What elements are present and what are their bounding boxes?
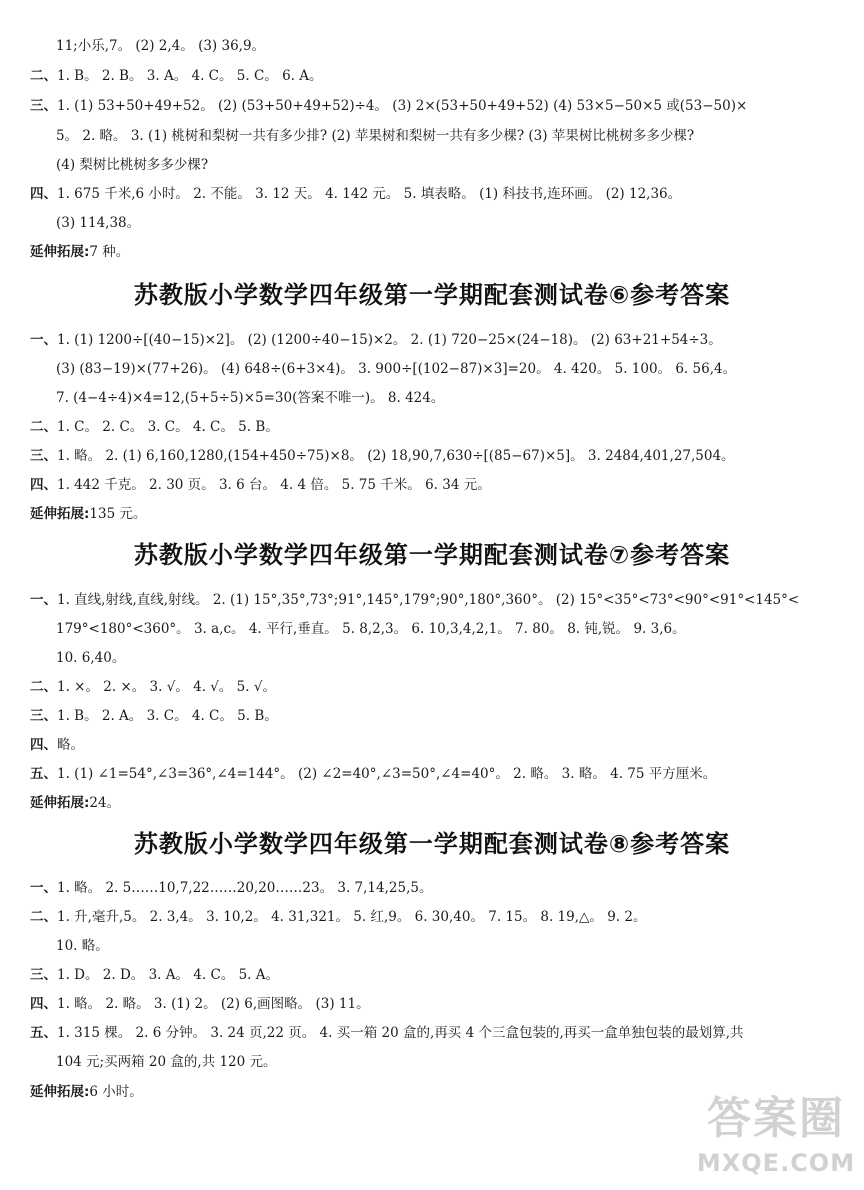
text-line: 11;小乐,7。 (2) 2,4。 (3) 36,9。 <box>56 38 266 54</box>
text-line: 延伸拓展:7 种。 <box>30 244 130 260</box>
text-line: 延伸拓展:24。 <box>30 795 121 811</box>
text-line: 三、1. (1) 53+50+49+52。 (2) (53+50+49+52)÷4。 (3) 2×(53+50+49+52) (4) 53×5−50×5 或(53−50)× <box>30 98 748 114</box>
watermark-logo-text: 答案圈 <box>707 1093 845 1144</box>
text-line: 二、1. ×。 2. ×。 3. √。 4. √。 5. √。 <box>30 679 276 695</box>
text-line: 延伸拓展:6 小时。 <box>30 1084 143 1100</box>
text-line: 三、1. D。 2. D。 3. A。 4. C。 5. A。 <box>30 967 279 983</box>
text-line: 四、1. 略。 2. 略。 3. (1) 2。 (2) 6,画图略。 (3) 11。 <box>30 996 370 1012</box>
text-line: 179°<180°<360°。 3. a,c。 4. 平行,垂直。 5. 8,2,3。 6. 10,3,4,2,1。 7. 80。 8. 钝,锐。 9. 3,6。 <box>56 621 686 637</box>
text-line: (4) 梨树比桃树多多少棵? <box>56 157 209 173</box>
text-line: 二、1. B。 2. B。 3. A。 4. C。 5. C。 6. A。 <box>30 68 323 84</box>
text-line: 一、1. (1) 1200÷[(40−15)×2]。 (2) (1200÷40−15)×2。 2. (1) 720−25×(24−18)。 (2) 63+21+54÷3。 <box>30 332 722 348</box>
text-line: (3) 114,38。 <box>56 215 141 231</box>
text-line: 五、1. 315 棵。 2. 6 分钟。 3. 24 页,22 页。 4. 买一箱 20 盒的,再买 4 个三盒包装的,再买一盒单独包装的最划算,共 <box>30 1025 744 1041</box>
page-title: 苏教版小学数学四年级第一学期配套测试卷⑥参考答案 <box>133 281 731 309</box>
text-line: 四、1. 675 千米,6 小时。 2. 不能。 3. 12 天。 4. 142 元。 5. 填表略。 (1) 科技书,连环画。 (2) 12,36。 <box>30 186 682 202</box>
text-line: 7. (4−4÷4)×4=12,(5+5÷5)×5=30(答案不唯一)。 8. 424。 <box>56 390 445 406</box>
text-line: 5。 2. 略。 3. (1) 桃树和梨树一共有多少排? (2) 苹果树和梨树一共有多少棵? (3) 苹果树比桃树多多少棵? <box>56 128 695 144</box>
page-title: 苏教版小学数学四年级第一学期配套测试卷⑦参考答案 <box>133 541 731 569</box>
text-line: (3) (83−19)×(77+26)。 (4) 648÷(6+3×4)。 3. 900÷[(102−87)×3]=20。 4. 420。 5. 100。 6. 56,4。 <box>56 361 737 377</box>
text-line: 延伸拓展:135 元。 <box>30 506 147 522</box>
text-line: 104 元;买两箱 20 盒的,共 120 元。 <box>56 1054 277 1070</box>
text-line: 三、1. B。 2. A。 3. C。 4. C。 5. B。 <box>30 708 278 724</box>
text-line: 一、1. 直线,射线,直线,射线。 2. (1) 15°,35°,73°;91°,145°,179°;90°,180°,360°。 (2) 15°<35°<73°<90°<91°<145°< <box>30 592 800 608</box>
text-line: 四、略。 <box>30 737 84 753</box>
text-line: 二、1. 升,毫升,5。 2. 3,4。 3. 10,2。 4. 31,321。 5. 红,9。 6. 30,40。 7. 15。 8. 19,△。 9. 2。 <box>30 909 647 925</box>
text-line: 一、1. 略。 2. 5……10,7,22……20,20……23。 3. 7,14,25,5。 <box>30 880 433 896</box>
text-line: 五、1. (1) ∠1=54°,∠3=36°,∠4=144°。 (2) ∠2=40°,∠3=50°,∠4=40°。 2. 略。 3. 略。 4. 75 平方厘米。 <box>30 766 717 782</box>
watermark <box>696 1092 856 1184</box>
text-line: 10. 6,40。 <box>56 650 126 666</box>
text-line: 二、1. C。 2. C。 3. C。 4. C。 5. B。 <box>30 419 279 435</box>
text-line: 三、1. 略。 2. (1) 6,160,1280,(154+450÷75)×8。 (2) 18,90,7,630÷[(85−67)×5]。 3. 2484,401,27,504。 <box>30 448 735 464</box>
text-line: 四、1. 442 千克。 2. 30 页。 3. 6 台。 4. 4 倍。 5. 75 千米。 6. 34 元。 <box>30 477 491 493</box>
watermark-url: MXQE.COM <box>696 1149 856 1177</box>
text-line: 10. 略。 <box>56 938 109 954</box>
page-title: 苏教版小学数学四年级第一学期配套测试卷⑧参考答案 <box>133 830 731 858</box>
